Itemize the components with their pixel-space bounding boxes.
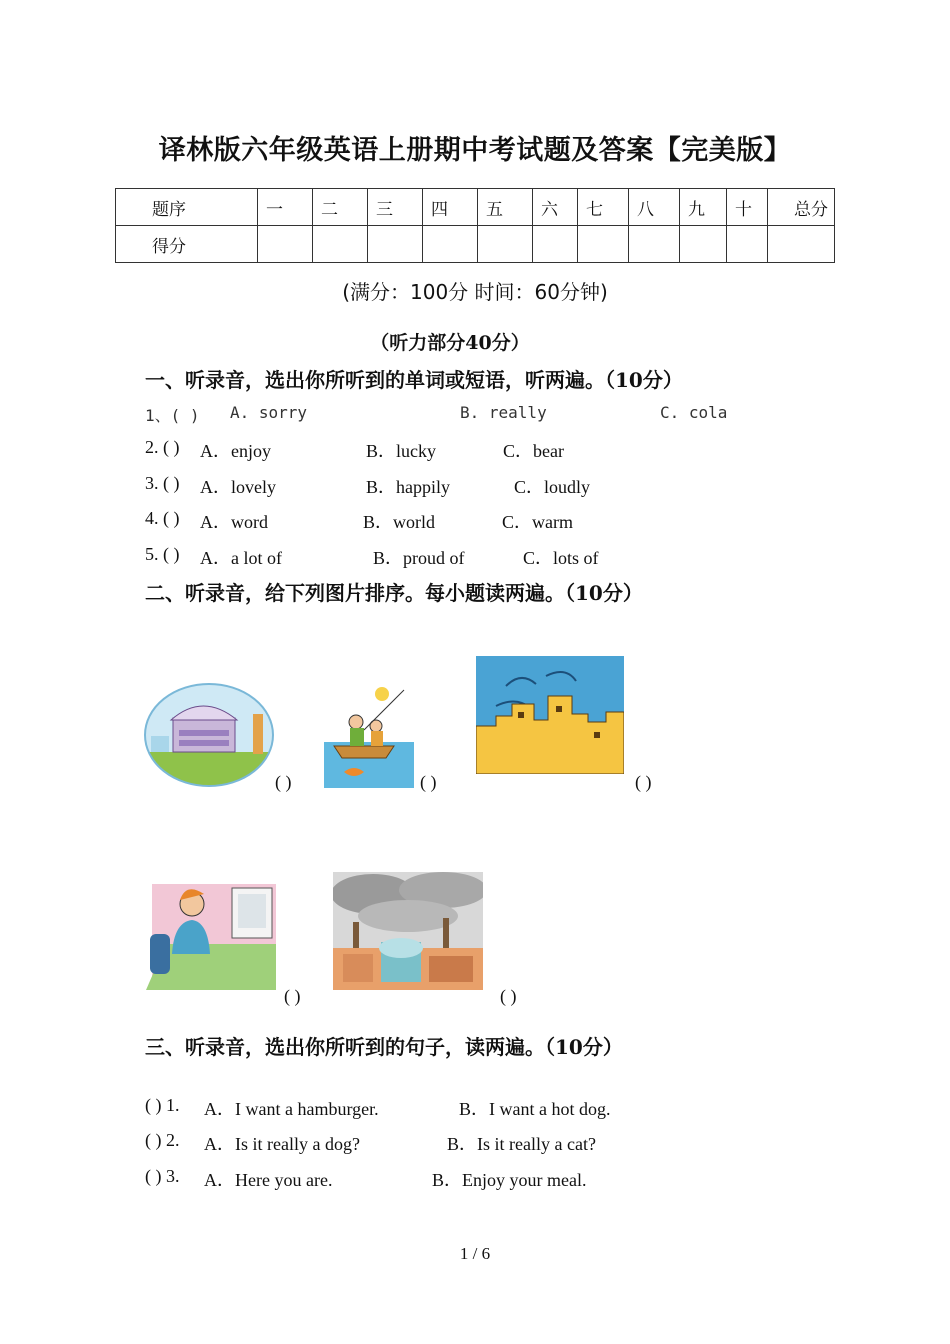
score-input-cell[interactable] <box>578 226 629 263</box>
section2-heading: 二、听录音，给下列图片排序。每小题读两遍。（10分） <box>145 581 643 605</box>
score-cell: 二 <box>313 189 368 226</box>
option-b: B．I want a hot dog. <box>459 1099 611 1119</box>
answer-paren[interactable]: ( ) <box>635 772 652 792</box>
answer-paren[interactable]: ( ) <box>500 986 517 1006</box>
option-b: B. really <box>460 403 547 422</box>
score-cell: 四 <box>423 189 478 226</box>
factory-picture <box>333 872 483 990</box>
score-cell: 五 <box>478 189 533 226</box>
option-c: C．warm <box>502 512 573 532</box>
score-table-header-row <box>116 189 835 226</box>
question-number: 3. ( ) <box>145 473 180 493</box>
option-b: B．proud of <box>373 548 465 568</box>
option-a: A．I want a hamburger. <box>204 1099 379 1119</box>
option-b: B．Is it really a cat? <box>447 1134 596 1154</box>
option-a: A．enjoy <box>200 441 271 461</box>
question-number: 2. ( ) <box>145 437 180 457</box>
score-row-label: 得分 <box>116 226 258 263</box>
option-c: C．bear <box>503 441 564 461</box>
option-b: B．world <box>363 512 435 532</box>
question-number: 5. ( ) <box>145 544 180 564</box>
score-input-cell[interactable] <box>533 226 578 263</box>
score-input-cell[interactable] <box>629 226 680 263</box>
option-a: A．Is it really a dog? <box>204 1134 360 1154</box>
score-cell: 八 <box>629 189 680 226</box>
score-time-note: (满分：100分 时间：60分钟) <box>342 280 608 304</box>
score-table-score-row <box>116 226 835 263</box>
score-cell: 三 <box>368 189 423 226</box>
score-table <box>115 188 835 263</box>
question-number: 1、( ) <box>145 406 200 425</box>
option-c: C. cola <box>660 403 728 422</box>
question-number: 4. ( ) <box>145 508 180 528</box>
section1-heading: 一、听录音，选出你所听到的单词或短语，听两遍。（10分） <box>145 368 683 392</box>
score-input-cell[interactable] <box>368 226 423 263</box>
option-b: B．happily <box>366 477 450 497</box>
answer-paren[interactable]: ( ) <box>284 986 301 1006</box>
score-input-cell[interactable] <box>478 226 533 263</box>
question-number: ( ) 1. <box>145 1095 180 1115</box>
option-a: A．a lot of <box>200 548 282 568</box>
question-number: ( ) 3. <box>145 1166 180 1186</box>
answer-paren[interactable]: ( ) <box>420 772 437 792</box>
option-a: A. sorry <box>230 403 308 422</box>
score-cell: 总分 <box>768 189 835 226</box>
score-input-cell[interactable] <box>313 226 368 263</box>
building-picture <box>143 682 275 788</box>
score-input-cell[interactable] <box>768 226 835 263</box>
page-title: 译林版六年级英语上册期中考试题及答案【完美版】 <box>158 135 792 166</box>
windy-city-picture <box>476 656 624 774</box>
score-input-cell[interactable] <box>423 226 478 263</box>
score-cell: 十 <box>727 189 768 226</box>
option-c: C．lots of <box>523 548 599 568</box>
computer-girl-picture <box>146 874 276 990</box>
listening-header: （听力部分40分） <box>370 332 530 354</box>
option-c: C．loudly <box>514 477 591 497</box>
option-b: B．lucky <box>366 441 436 461</box>
score-cell: 题序 <box>116 189 258 226</box>
fishing-picture <box>324 680 414 788</box>
score-cell: 六 <box>533 189 578 226</box>
option-b: B．Enjoy your meal. <box>432 1170 587 1190</box>
score-cell: 一 <box>258 189 313 226</box>
answer-paren[interactable]: ( ) <box>275 772 292 792</box>
score-input-cell[interactable] <box>727 226 768 263</box>
option-a: A．word <box>200 512 268 532</box>
option-a: A．Here you are. <box>204 1170 333 1190</box>
page-number: 1 / 6 <box>459 1244 491 1263</box>
score-input-cell[interactable] <box>680 226 727 263</box>
section3-heading: 三、听录音，选出你所听到的句子，读两遍。（10分） <box>145 1035 623 1059</box>
question-number: ( ) 2. <box>145 1130 180 1150</box>
score-input-cell[interactable] <box>258 226 313 263</box>
score-cell: 九 <box>680 189 727 226</box>
score-cell: 七 <box>578 189 629 226</box>
option-a: A．lovely <box>200 477 276 497</box>
